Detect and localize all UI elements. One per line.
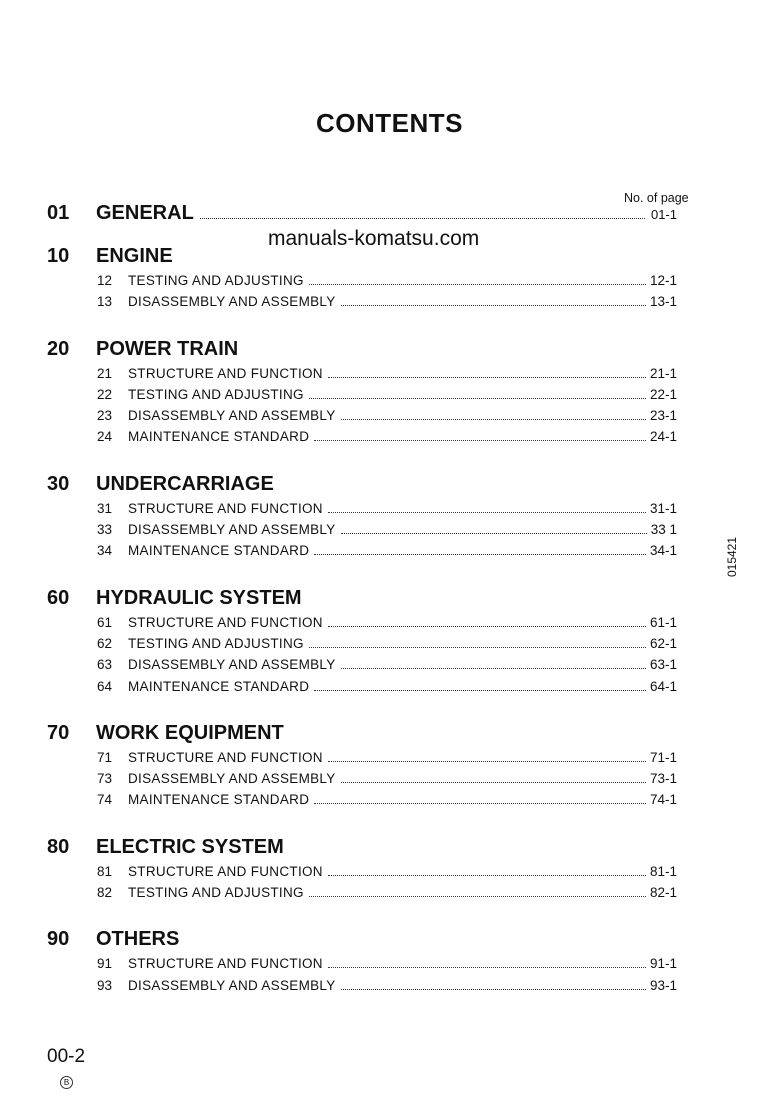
toc-item[interactable] <box>47 792 677 813</box>
item-page: 34-1 <box>649 543 677 559</box>
toc-section <box>47 722 677 814</box>
section-gap <box>47 700 677 722</box>
section-title: GENERAL <box>96 202 194 224</box>
item-page: 61-1 <box>649 614 677 630</box>
page-number: 00-2 <box>47 1046 86 1067</box>
item-title: STRUCTURE AND FUNCTION <box>128 500 323 516</box>
dot-leader <box>341 305 646 306</box>
item-title: DISASSEMBLY AND ASSEMBLY <box>128 294 336 310</box>
item-number: 64 <box>97 678 113 694</box>
toc-item[interactable] <box>47 864 677 885</box>
item-number: 13 <box>97 294 113 310</box>
toc-item[interactable] <box>47 366 677 387</box>
section-heading[interactable] <box>47 928 677 956</box>
seal-mark: B <box>60 1076 73 1089</box>
section-number: 30 <box>47 472 70 495</box>
toc-item[interactable] <box>47 885 677 906</box>
section-number: 80 <box>47 835 70 858</box>
item-title: DISASSEMBLY AND ASSEMBLY <box>128 771 336 787</box>
section-title: ELECTRIC SYSTEM <box>96 835 284 858</box>
section-heading[interactable] <box>47 245 677 273</box>
section-gap <box>47 451 677 473</box>
item-number: 73 <box>97 771 113 787</box>
item-title: TESTING AND ADJUSTING <box>128 885 304 901</box>
dot-leader <box>341 419 646 420</box>
toc-item[interactable] <box>47 750 677 771</box>
section-title: WORK EQUIPMENT <box>96 721 284 744</box>
section-number: 90 <box>47 928 70 951</box>
item-number: 21 <box>97 365 113 381</box>
section-number: 10 <box>47 245 70 267</box>
item-page: 33 1 <box>650 522 677 538</box>
toc-section <box>47 587 677 700</box>
item-number: 61 <box>97 614 113 630</box>
dot-leader <box>314 440 646 441</box>
dot-leader <box>328 626 646 627</box>
toc-item[interactable] <box>47 501 677 522</box>
toc-section <box>47 202 677 230</box>
item-title: STRUCTURE AND FUNCTION <box>128 365 323 381</box>
dot-leader <box>341 533 647 534</box>
section-number: 20 <box>47 337 70 360</box>
toc-section <box>47 338 677 451</box>
item-number: 91 <box>97 956 113 972</box>
dot-leader <box>328 512 646 513</box>
item-number: 82 <box>97 885 113 901</box>
item-title: MAINTENANCE STANDARD <box>128 429 310 445</box>
item-number: 22 <box>97 386 113 402</box>
item-number: 74 <box>97 792 113 808</box>
item-title: MAINTENANCE STANDARD <box>128 792 310 808</box>
dot-leader <box>314 554 646 555</box>
item-page: 71-1 <box>649 749 677 765</box>
toc-item[interactable] <box>47 522 677 543</box>
page-title: CONTENTS <box>316 108 463 138</box>
item-title: TESTING AND ADJUSTING <box>128 273 304 288</box>
table-of-contents <box>47 202 677 999</box>
item-page: 13-1 <box>649 294 677 310</box>
toc-item[interactable] <box>47 387 677 408</box>
toc-item[interactable] <box>47 771 677 792</box>
section-number: 01 <box>47 202 70 224</box>
item-title: TESTING AND ADJUSTING <box>128 635 304 651</box>
item-title: DISASSEMBLY AND ASSEMBLY <box>128 408 336 424</box>
item-number: 23 <box>97 408 113 424</box>
section-title: ENGINE <box>96 245 173 267</box>
dot-leader <box>309 398 646 399</box>
item-title: STRUCTURE AND FUNCTION <box>128 614 323 630</box>
item-page: 63-1 <box>649 657 677 673</box>
item-title: STRUCTURE AND FUNCTION <box>128 749 323 765</box>
item-page: 23-1 <box>649 408 677 424</box>
watermark: manuals-komatsu.com <box>268 227 480 250</box>
section-heading[interactable] <box>47 836 677 864</box>
page-count-header: No. of page <box>624 191 689 205</box>
item-page: 64-1 <box>649 678 677 694</box>
item-page: 24-1 <box>649 429 677 445</box>
section-gap <box>47 230 677 245</box>
item-number: 62 <box>97 635 113 651</box>
section-gap <box>47 316 677 338</box>
toc-item[interactable] <box>47 273 677 294</box>
section-title: OTHERS <box>96 928 180 951</box>
toc-item[interactable] <box>47 615 677 636</box>
section-gap <box>47 906 677 928</box>
item-number: 24 <box>97 429 113 445</box>
dot-leader <box>314 690 646 691</box>
item-title: MAINTENANCE STANDARD <box>128 678 310 694</box>
toc-item[interactable] <box>47 636 677 657</box>
dot-leader <box>309 896 646 897</box>
item-page: 31-1 <box>649 500 677 516</box>
section-page: 01-1 <box>650 207 677 222</box>
item-title: DISASSEMBLY AND ASSEMBLY <box>128 522 336 538</box>
item-title: TESTING AND ADJUSTING <box>128 386 304 402</box>
item-page: 21-1 <box>649 365 677 381</box>
item-title: MAINTENANCE STANDARD <box>128 543 310 559</box>
section-number: 70 <box>47 721 70 744</box>
dot-leader <box>328 967 646 968</box>
item-number: 31 <box>97 500 113 516</box>
toc-item[interactable] <box>47 657 677 678</box>
toc-item[interactable] <box>47 956 677 977</box>
side-code <box>725 520 756 600</box>
dot-leader <box>328 377 646 378</box>
section-gap <box>47 565 677 587</box>
dot-leader <box>309 284 646 285</box>
item-title: STRUCTURE AND FUNCTION <box>128 956 323 972</box>
toc-item[interactable] <box>47 679 677 700</box>
section-heading[interactable] <box>47 202 677 230</box>
toc-section <box>47 473 677 565</box>
item-number: 63 <box>97 657 113 673</box>
section-heading[interactable] <box>47 473 677 501</box>
dot-leader <box>314 803 646 804</box>
item-page: 62-1 <box>649 635 677 651</box>
section-gap <box>47 814 677 836</box>
toc-section <box>47 836 677 907</box>
toc-item[interactable] <box>47 543 677 564</box>
item-page: 91-1 <box>649 956 677 972</box>
item-number: 93 <box>97 977 113 993</box>
toc-section <box>47 245 677 316</box>
item-page: 74-1 <box>649 792 677 808</box>
section-title: POWER TRAIN <box>96 337 239 360</box>
dot-leader <box>328 761 646 762</box>
item-page: 93-1 <box>649 977 677 993</box>
dot-leader <box>341 989 646 990</box>
dot-leader <box>309 647 646 648</box>
item-number: 33 <box>97 522 113 538</box>
item-page: 22-1 <box>649 386 677 402</box>
toc-section <box>47 928 677 999</box>
section-number: 60 <box>47 586 70 609</box>
dot-leader <box>341 782 646 783</box>
section-title: UNDERCARRIAGE <box>96 472 274 495</box>
toc-item[interactable] <box>47 408 677 429</box>
section-heading[interactable] <box>47 722 677 750</box>
item-title: STRUCTURE AND FUNCTION <box>128 863 323 879</box>
item-number: 34 <box>97 543 113 559</box>
dot-leader <box>328 875 646 876</box>
dot-leader <box>200 218 645 219</box>
side-code-text: 015421 <box>725 536 740 578</box>
item-page: 82-1 <box>649 885 677 901</box>
item-number: 81 <box>97 863 113 879</box>
item-number: 71 <box>97 749 113 765</box>
item-title: DISASSEMBLY AND ASSEMBLY <box>128 657 336 673</box>
item-page: 12-1 <box>649 273 677 288</box>
item-page: 81-1 <box>649 863 677 879</box>
toc-item[interactable] <box>47 429 677 450</box>
dot-leader <box>341 668 646 669</box>
toc-item[interactable] <box>47 294 677 315</box>
toc-item[interactable] <box>47 978 677 999</box>
section-title: HYDRAULIC SYSTEM <box>96 586 302 609</box>
section-heading[interactable] <box>47 587 677 615</box>
section-heading[interactable] <box>47 338 677 366</box>
item-number: 12 <box>97 273 113 288</box>
item-page: 73-1 <box>649 771 677 787</box>
item-title: DISASSEMBLY AND ASSEMBLY <box>128 977 336 993</box>
